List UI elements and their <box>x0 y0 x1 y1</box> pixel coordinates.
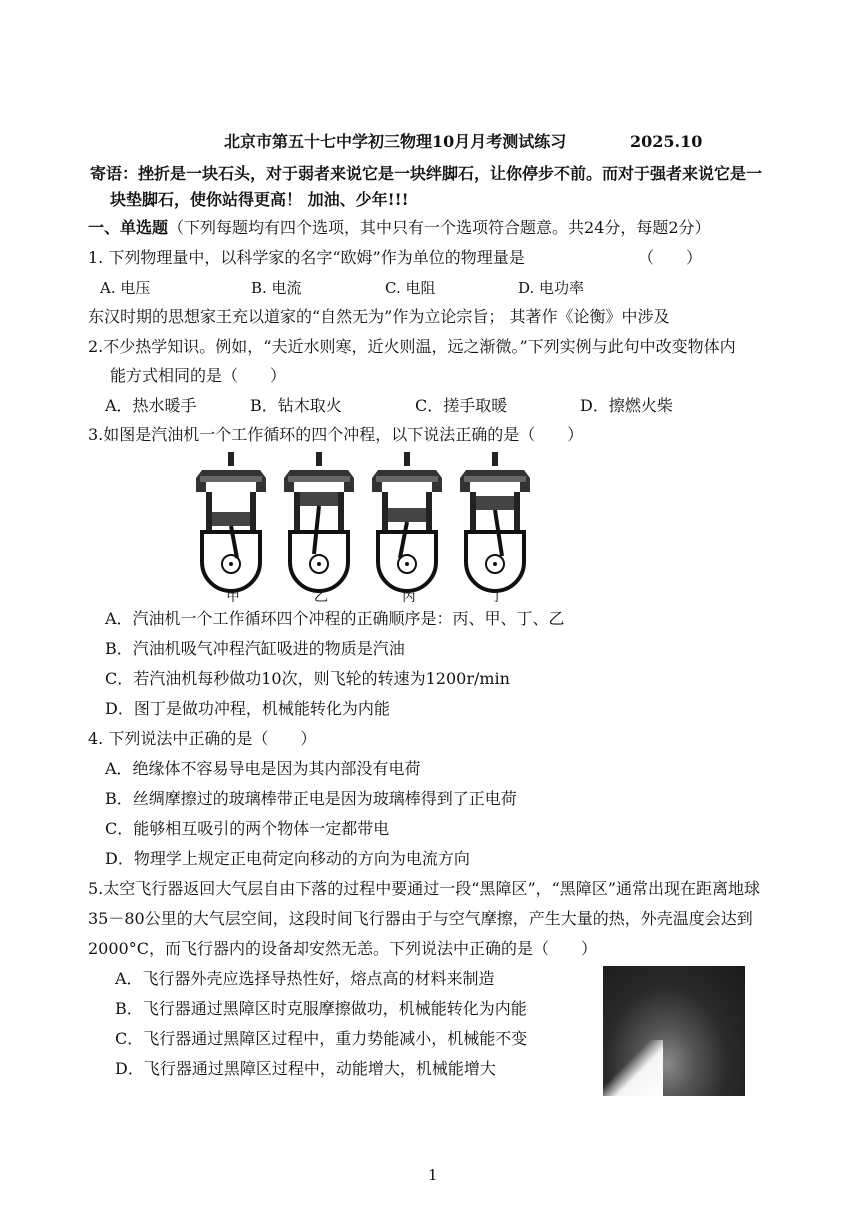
q1-option-c: C. 电阻 <box>385 279 436 297</box>
q3-stem: 3.如图是汽油机一个工作循环的四个冲程，以下说法正确的是（ ） <box>88 425 584 444</box>
q5-line-3: 2000°C，而飞行器内的设备却安然无恙。下列说法中正确的是（ ） <box>88 939 597 958</box>
q5-line-2: 35－80公里的大气层空间，这段时间飞行器由于与空气摩擦，产生大量的热，外壳温度会达到 <box>88 909 753 928</box>
q5-line-1: 5.太空飞行器返回大气层自由下落的过程中要通过一段“黑障区”，“黑障区”通常出现在距离地球 <box>88 879 760 898</box>
exam-date: 2025.10 <box>630 132 703 151</box>
q4-option-b: B．丝绸摩擦过的玻璃棒带正电是因为玻璃棒得到了正电荷 <box>105 789 517 808</box>
q2-line-2: 能方式相同的是（ ） <box>110 366 287 385</box>
q3-option-d: D．图丁是做功冲程，机械能转化为内能 <box>105 699 390 718</box>
q2-intro: 东汉时期的思想家王充以道家的“自然无为”作为立论宗旨； 其著作《论衡》中涉及 <box>88 307 670 326</box>
section-heading: 一、单选题 <box>88 218 169 237</box>
q3-option-c: C．若汽油机每秒做功10次，则飞轮的转速为1200r/min <box>105 669 510 688</box>
q1-option-a: A. 电压 <box>100 279 151 297</box>
q2-option-b: B．钻木取火 <box>250 396 342 415</box>
figure-label-yi: 乙 <box>314 589 328 605</box>
engine-strokes-figure <box>190 446 590 606</box>
q5-option-b: B．飞行器通过黑障区时克服摩擦做功，机械能转化为内能 <box>115 999 527 1018</box>
section-instructions: （下列每题均有四个选项，其中只有一个选项符合题意。共24分，每题2分） <box>168 218 711 237</box>
q4-option-a: A．绝缘体不容易导电是因为其内部没有电荷 <box>105 759 421 778</box>
q4-stem: 4. 下列说法中正确的是（ ） <box>88 729 317 748</box>
q2-line-1: 2.不少热学知识。例如，“夫近水则寒，近火则温，远之渐微。”下列实例与此句中改变物体内 <box>88 337 736 356</box>
page-number: 1 <box>428 1166 438 1184</box>
q5-option-a: A．飞行器外壳应选择导热性好，熔点高的材料来制造 <box>115 969 495 988</box>
q2-option-c: C．搓手取暖 <box>415 396 508 415</box>
photo-atmosphere-edge <box>603 1040 663 1096</box>
q1-answer-blank: （ ） <box>638 248 703 267</box>
q3-option-a: A．汽油机一个工作循环四个冲程的正确顺序是：丙、甲、丁、乙 <box>105 609 565 628</box>
motto-line-1: 寄语：挫折是一块石头，对于弱者来说它是一块绊脚石，让你停步不前。而对于强者来说它是一 <box>90 164 763 183</box>
q1-option-b: B. 电流 <box>251 279 302 297</box>
figure-label-jia: 甲 <box>226 589 240 605</box>
q3-option-b: B．汽油机吸气冲程汽缸吸进的物质是汽油 <box>105 639 405 658</box>
motto-line-2: 块垫脚石，使你站得更高！ 加油、少年!!! <box>110 190 409 209</box>
exam-title: 北京市第五十七中学初三物理10月月考测试练习 <box>224 132 567 151</box>
q5-option-d: D．飞行器通过黑障区过程中，动能增大，机械能增大 <box>115 1059 496 1078</box>
engine-diagram <box>190 446 590 606</box>
q4-option-d: D．物理学上规定正电荷定向移动的方向为电流方向 <box>105 849 470 868</box>
figure-label-bing: 丙 <box>402 589 416 605</box>
section-heading-row <box>88 218 711 238</box>
q1-option-d: D. 电功率 <box>518 279 585 297</box>
q4-option-c: C．能够相互吸引的两个物体一定都带电 <box>105 819 390 838</box>
q1-stem: 1. 下列物理量中，以科学家的名字“欧姆”作为单位的物理量是 <box>88 248 525 267</box>
q2-option-a: A．热水暖手 <box>105 396 197 415</box>
figure-label-ding: 丁 <box>490 589 504 605</box>
q2-option-d: D．擦燃火柴 <box>580 396 673 415</box>
q5-option-c: C．飞行器通过黑障区过程中，重力势能减小，机械能不变 <box>115 1029 528 1048</box>
